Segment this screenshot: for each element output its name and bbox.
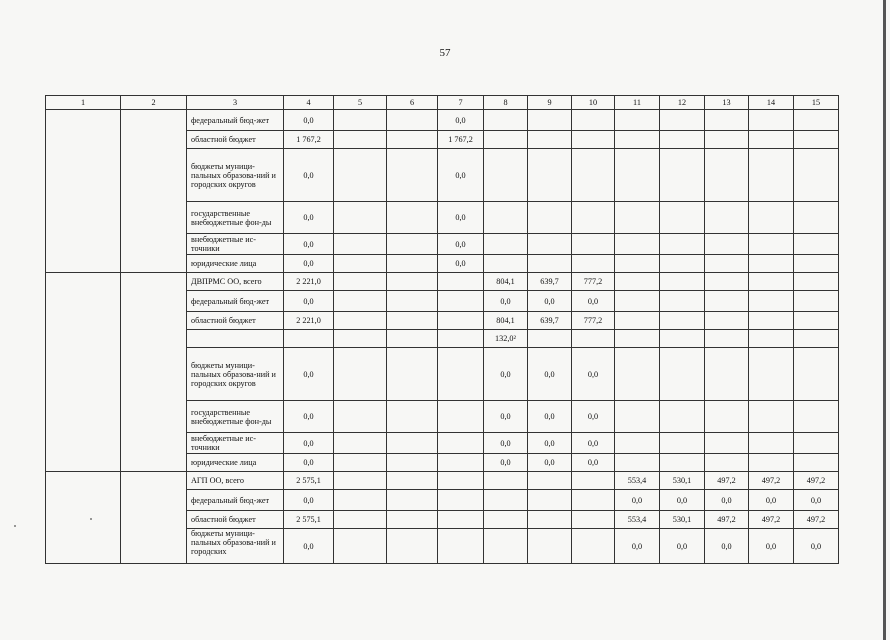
cell [572,511,615,529]
cell [660,433,705,454]
cell [528,330,572,348]
cell: 0,0 [284,110,334,131]
cell [705,330,749,348]
page-number: 57 [439,47,451,59]
cell [528,110,572,131]
cell [705,312,749,330]
cell [572,255,615,273]
row-label: государственные внебюджетные фон-ды [187,202,284,234]
cell [387,255,438,273]
cell: 0,0 [284,454,334,472]
cell [387,472,438,490]
cell: 0,0 [794,490,839,511]
cell [749,255,794,273]
cell: 0,0 [528,454,572,472]
cell [705,149,749,202]
cell [749,348,794,401]
cell [660,291,705,312]
cell [794,330,839,348]
cell: 0,0 [484,291,528,312]
cell [334,348,387,401]
cell [572,234,615,255]
cell: 1 767,2 [438,131,484,149]
cell: 0,0 [284,433,334,454]
group-cell-col1 [46,273,121,472]
header-cell: 6 [387,96,438,110]
cell: 777,2 [572,273,615,291]
row-label: государственные внебюджетные фон-ды [187,401,284,433]
header-row [46,96,839,110]
header-cell: 7 [438,96,484,110]
cell [615,202,660,234]
cell [705,202,749,234]
cell [334,273,387,291]
cell [387,454,438,472]
cell [528,234,572,255]
scan-edge [883,0,886,640]
group-cell-col2 [121,472,187,564]
cell: 497,2 [749,472,794,490]
cell [334,149,387,202]
cell: 0,0 [749,490,794,511]
cell [705,110,749,131]
cell: 0,0 [484,433,528,454]
cell: 0,0 [284,202,334,234]
cell: 497,2 [749,511,794,529]
header-cell: 5 [334,96,387,110]
row-label: областной бюджет [187,312,284,330]
cell [334,234,387,255]
header-cell: 14 [749,96,794,110]
cell [794,255,839,273]
header-cell: 13 [705,96,749,110]
cell [705,291,749,312]
cell [438,330,484,348]
cell [438,312,484,330]
cell [615,348,660,401]
cell [660,348,705,401]
cell [438,348,484,401]
cell [615,255,660,273]
cell: 0,0 [284,149,334,202]
cell [528,490,572,511]
cell: 0,0 [528,291,572,312]
cell [705,454,749,472]
cell [749,454,794,472]
row-label: внебюджетные ис-точники [187,234,284,255]
cell [387,490,438,511]
header-cell: 4 [284,96,334,110]
cell [572,131,615,149]
cell: 0,0 [528,401,572,433]
cell [387,291,438,312]
cell [705,234,749,255]
cell [387,131,438,149]
cell [438,472,484,490]
cell [749,330,794,348]
cell [387,202,438,234]
cell [284,330,334,348]
row-label [187,330,284,348]
cell [528,472,572,490]
cell [794,273,839,291]
header-cell: 2 [121,96,187,110]
cell [794,291,839,312]
cell [528,131,572,149]
cell [387,273,438,291]
cell [334,312,387,330]
cell: 530,1 [660,472,705,490]
cell [334,202,387,234]
cell [615,110,660,131]
cell: 497,2 [794,511,839,529]
cell [794,454,839,472]
row-label: бюджеты муници-пальных образова-ний и городских [187,529,284,564]
cell: 0,0 [284,255,334,273]
cell: 0,0 [660,529,705,564]
cell [615,273,660,291]
row-label: областной бюджет [187,511,284,529]
cell: 0,0 [615,529,660,564]
cell [615,312,660,330]
group-cell-col1 [46,110,121,273]
cell: 0,0 [660,490,705,511]
cell: 0,0 [572,291,615,312]
row-label: внебюджетные ис-точники [187,433,284,454]
cell [660,330,705,348]
budget-table [45,95,839,564]
cell [334,131,387,149]
row-label: областной бюджет [187,131,284,149]
cell [794,433,839,454]
cell [572,110,615,131]
cell [387,401,438,433]
cell [387,234,438,255]
cell [749,401,794,433]
cell: 0,0 [615,490,660,511]
cell [572,490,615,511]
cell [334,330,387,348]
table-row [46,472,839,490]
header-cell: 3 [187,96,284,110]
cell: 0,0 [749,529,794,564]
cell [438,433,484,454]
cell: 0,0 [794,529,839,564]
cell [749,291,794,312]
cell: 0,0 [438,202,484,234]
cell [705,273,749,291]
cell [387,312,438,330]
cell [334,255,387,273]
cell [705,131,749,149]
cell [528,255,572,273]
cell: 0,0 [705,529,749,564]
row-label: юридические лица [187,454,284,472]
cell [660,110,705,131]
cell: 497,2 [794,472,839,490]
cell: 0,0 [284,291,334,312]
table-row [46,273,839,291]
cell [484,131,528,149]
cell: 0,0 [284,529,334,564]
cell [484,511,528,529]
cell: 0,0 [572,348,615,401]
header-cell: 15 [794,96,839,110]
cell: 0,0 [484,348,528,401]
cell: 639,7 [528,312,572,330]
cell [749,273,794,291]
cell: 0,0 [284,490,334,511]
cell: 530,1 [660,511,705,529]
cell [572,529,615,564]
cell [660,401,705,433]
cell [438,291,484,312]
cell [528,202,572,234]
cell [660,312,705,330]
cell: 0,0 [572,454,615,472]
cell [572,149,615,202]
cell: 0,0 [572,433,615,454]
group-cell-col1 [46,472,121,564]
cell [660,202,705,234]
cell [484,234,528,255]
cell [572,202,615,234]
cell [749,312,794,330]
cell [615,401,660,433]
cell [705,401,749,433]
cell: 0,0 [284,234,334,255]
cell [334,110,387,131]
cell [794,234,839,255]
cell: 0,0 [705,490,749,511]
cell [615,149,660,202]
cell [387,511,438,529]
row-label: АГП ОО, всего [187,472,284,490]
cell: 804,1 [484,273,528,291]
cell [705,348,749,401]
cell [484,490,528,511]
cell [794,110,839,131]
cell [438,511,484,529]
cell [387,348,438,401]
cell [749,149,794,202]
cell: 132,0² [484,330,528,348]
cell [749,110,794,131]
cell: 2 575,1 [284,511,334,529]
cell [334,472,387,490]
cell [705,433,749,454]
cell [484,202,528,234]
cell [660,273,705,291]
cell: 497,2 [705,511,749,529]
row-label: федеральный бюд-жет [187,110,284,131]
cell [484,110,528,131]
cell [615,433,660,454]
cell: 553,4 [615,472,660,490]
cell [615,234,660,255]
cell [572,330,615,348]
scan-speck [90,518,92,520]
cell [387,433,438,454]
cell [438,490,484,511]
cell [334,291,387,312]
cell [660,149,705,202]
cell [749,234,794,255]
row-label: бюджеты муници-пальных образова-ний и городских округов [187,149,284,202]
cell [387,529,438,564]
cell [615,454,660,472]
cell [749,131,794,149]
cell [438,401,484,433]
cell [484,149,528,202]
row-label: федеральный бюд-жет [187,291,284,312]
cell: 0,0 [438,149,484,202]
cell [794,312,839,330]
cell [749,433,794,454]
cell: 0,0 [284,401,334,433]
cell [438,454,484,472]
row-label: ДВПРМС ОО, всего [187,273,284,291]
cell [528,511,572,529]
cell: 0,0 [528,348,572,401]
cell: 0,0 [572,401,615,433]
cell [794,149,839,202]
cell: 0,0 [438,234,484,255]
cell: 639,7 [528,273,572,291]
cell [334,511,387,529]
cell [387,330,438,348]
cell [794,401,839,433]
cell [615,330,660,348]
cell: 0,0 [528,433,572,454]
cell [334,490,387,511]
cell: 777,2 [572,312,615,330]
cell [794,348,839,401]
cell: 1 767,2 [284,131,334,149]
row-label: федеральный бюд-жет [187,490,284,511]
row-label: юридические лица [187,255,284,273]
cell [528,149,572,202]
header-cell: 10 [572,96,615,110]
table-row [46,110,839,131]
cell [387,149,438,202]
cell [705,255,749,273]
cell: 804,1 [484,312,528,330]
header-cell: 9 [528,96,572,110]
cell [438,529,484,564]
header-cell: 8 [484,96,528,110]
cell [660,234,705,255]
cell [334,401,387,433]
cell: 553,4 [615,511,660,529]
cell [794,131,839,149]
cell [484,529,528,564]
cell [615,131,660,149]
cell [528,529,572,564]
cell [438,273,484,291]
cell: 0,0 [438,255,484,273]
cell: 2 221,0 [284,312,334,330]
group-cell-col2 [121,110,187,273]
cell: 0,0 [484,454,528,472]
cell [334,433,387,454]
cell: 2 575,1 [284,472,334,490]
cell [334,529,387,564]
cell [484,472,528,490]
cell [660,255,705,273]
header-cell: 11 [615,96,660,110]
cell: 0,0 [438,110,484,131]
row-label: бюджеты муници-пальных образова-ний и городских округов [187,348,284,401]
cell: 0,0 [484,401,528,433]
cell [794,202,839,234]
cell: 0,0 [284,348,334,401]
header-cell: 1 [46,96,121,110]
cell [387,110,438,131]
cell [615,291,660,312]
cell [484,255,528,273]
cell: 2 221,0 [284,273,334,291]
cell [660,454,705,472]
cell: 497,2 [705,472,749,490]
header-cell: 12 [660,96,705,110]
scan-speck [14,525,16,527]
cell [660,131,705,149]
cell [334,454,387,472]
group-cell-col2 [121,273,187,472]
cell [749,202,794,234]
cell [572,472,615,490]
